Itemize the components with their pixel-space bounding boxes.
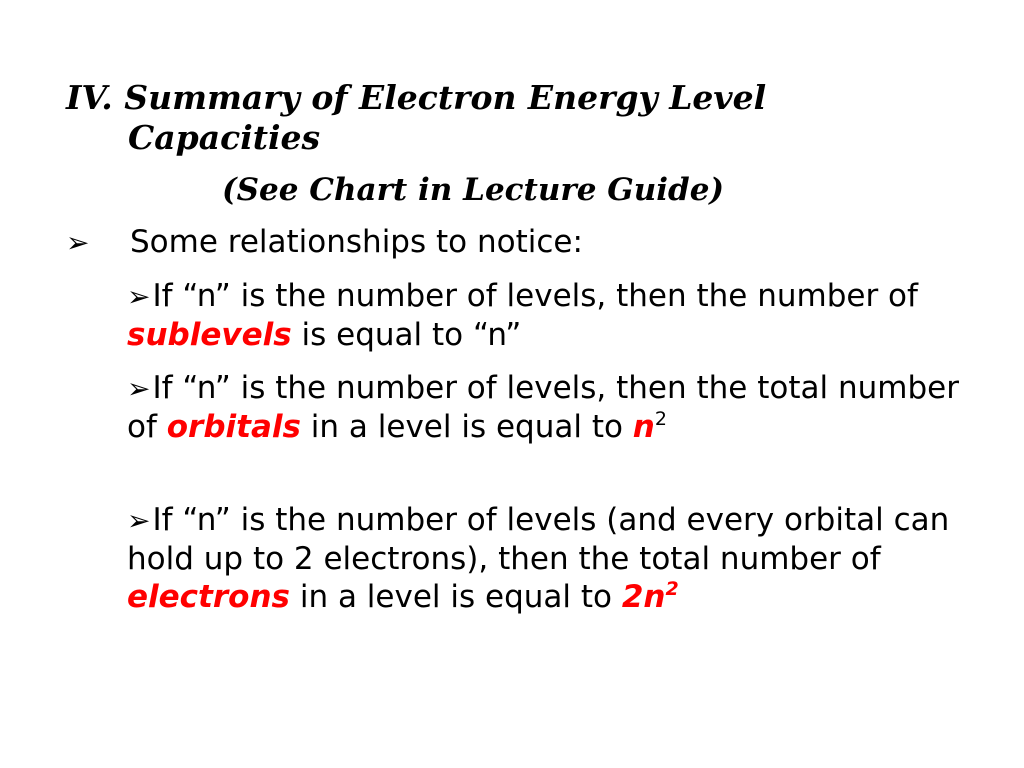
title-line-1: IV. Summary of Electron Energy Level (66, 78, 767, 117)
arrow-bullet-icon: ➢ (127, 504, 151, 537)
highlight-term: sublevels (127, 317, 292, 353)
relationship-text: is equal to “n” (291, 317, 522, 353)
arrow-bullet-icon: ➢ (66, 226, 90, 259)
formula-exponent: 2 (654, 408, 667, 430)
highlight-term: electrons (127, 579, 290, 615)
relationship-text: If “n” is the number of levels, then the number of (152, 278, 918, 314)
highlight-term: orbitals (166, 409, 301, 445)
formula-exponent: 2 (665, 578, 679, 600)
title-line-2: Capacities (128, 118, 321, 157)
relationship-item-sublevels (127, 277, 987, 354)
relationship-text: in a level is equal to (300, 409, 633, 445)
relationship-text: in a level is equal to (289, 579, 622, 615)
relationship-text: If “n” is the number of levels (and every orbital can hold up to 2 electrons), then the total number of (127, 502, 950, 577)
slide-subtitle: (See Chart in Lecture Guide) (222, 172, 725, 208)
formula: 2n (621, 579, 666, 615)
slide-title (66, 78, 966, 158)
main-bullet (66, 223, 583, 262)
arrow-bullet-icon: ➢ (127, 372, 151, 405)
relationship-item-orbitals (127, 369, 987, 446)
arrow-bullet-icon: ➢ (127, 280, 151, 313)
formula: n (632, 409, 655, 445)
relationship-text: If “n” is the number of levels, then the total number of (127, 370, 959, 445)
relationship-item-electrons (127, 501, 987, 616)
main-bullet-text: Some relationships to notice: (130, 224, 583, 260)
